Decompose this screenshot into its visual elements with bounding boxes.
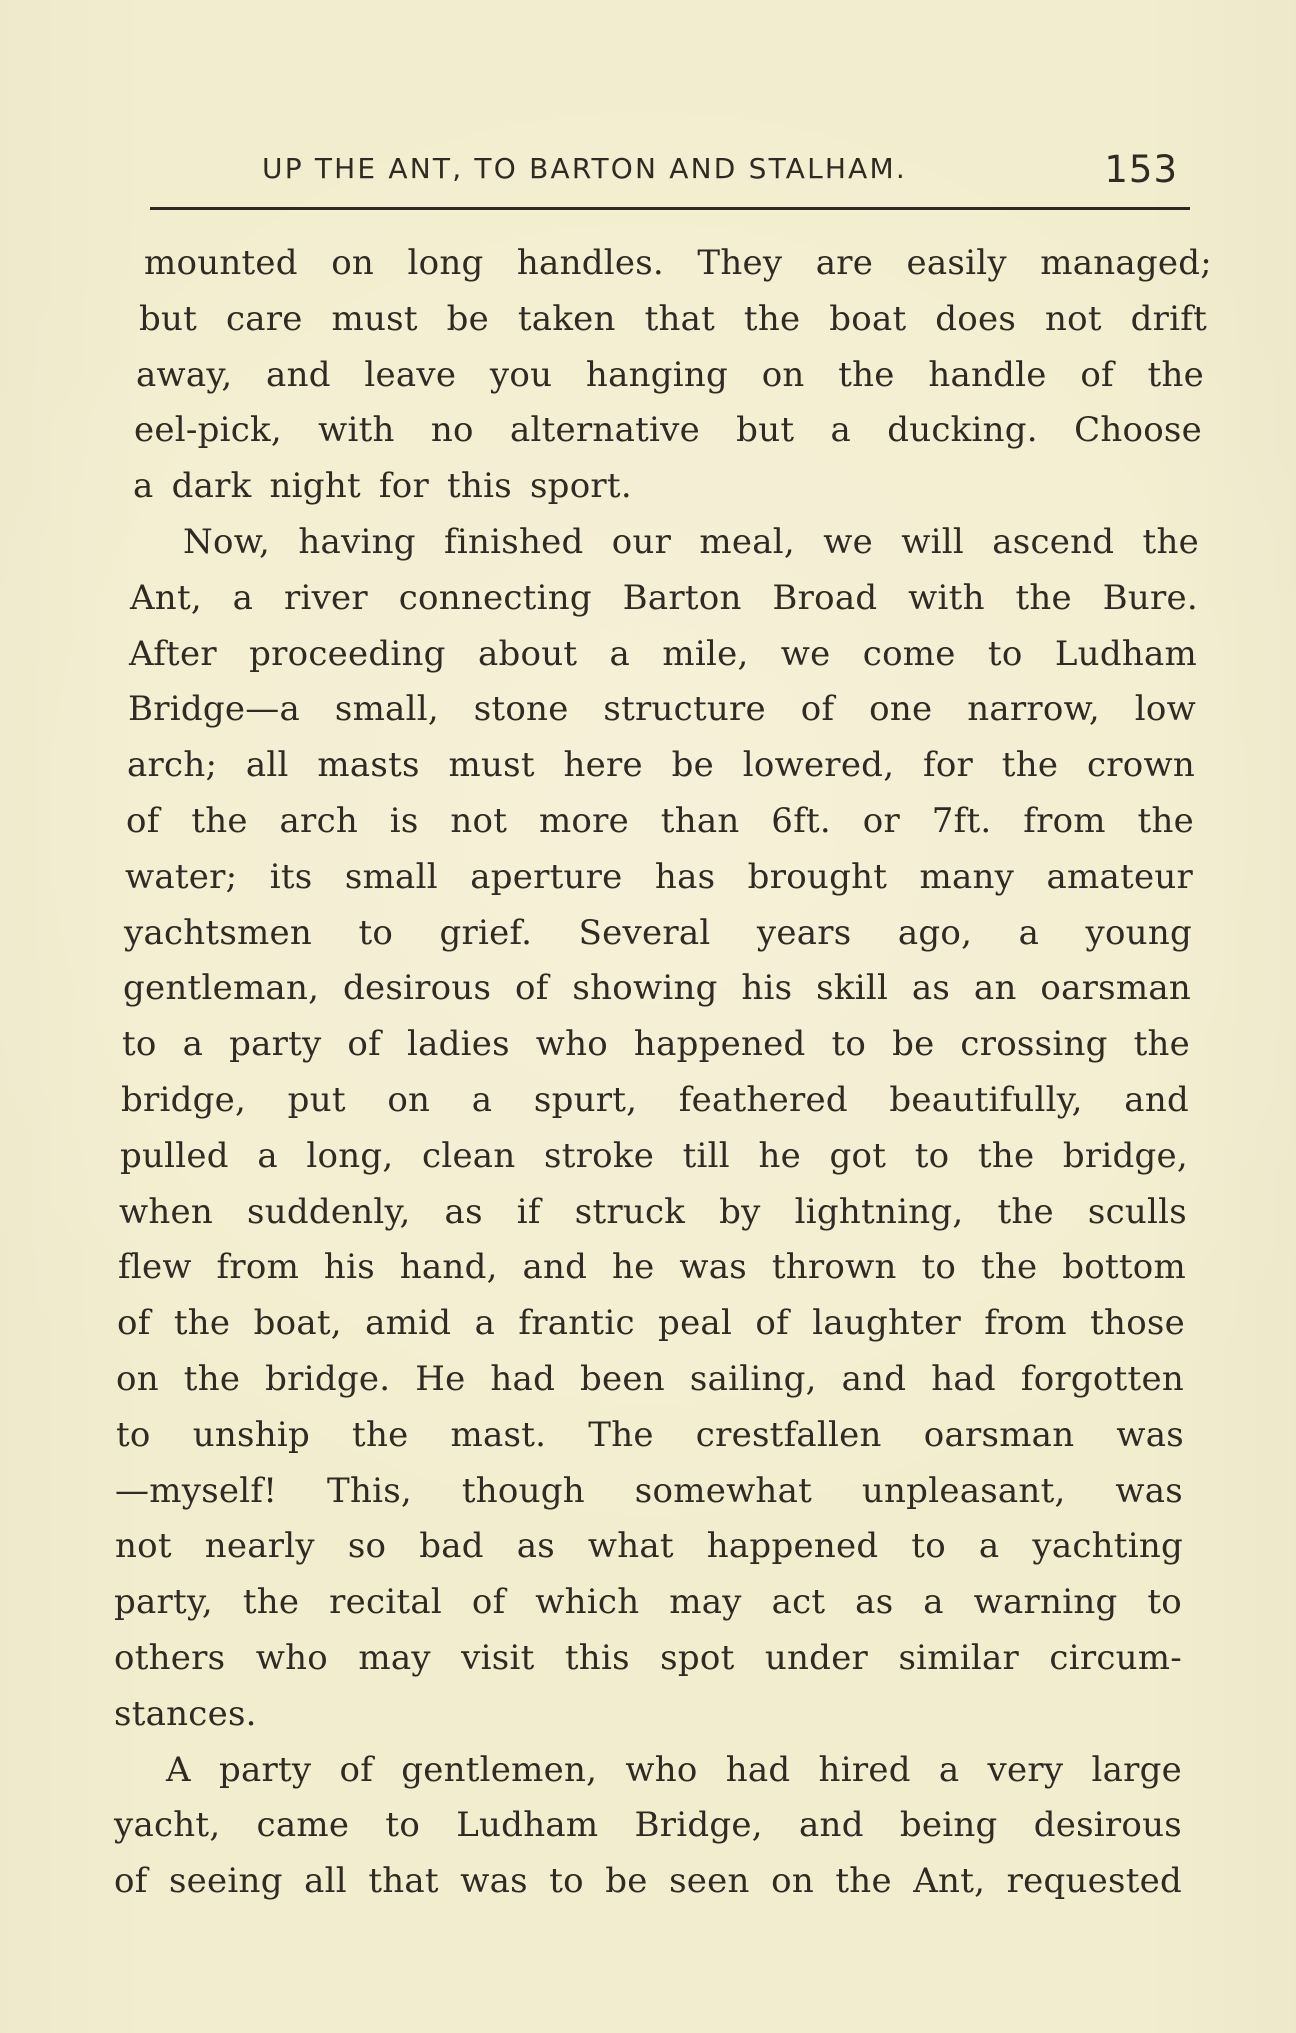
text-line: but care must be taken that the boat does not drift: [139, 298, 1207, 339]
text-line: Bridge—a small, stone structure of one narrow, low: [128, 689, 1196, 730]
header-rule: [150, 207, 1190, 210]
text-line: pulled a long, clean stroke till he got to the bridge,: [120, 1135, 1188, 1176]
text-line: not nearly so bad as what happened to a yachting: [115, 1526, 1183, 1567]
body-text: [114, 236, 1212, 1910]
text-line: of seeing all that was to be seen on the Ant, requested: [114, 1861, 1182, 1902]
text-line: bridge, put on a spurt, feathered beautifully, and: [121, 1079, 1189, 1120]
text-line: of the boat, amid a frantic peal of laughter from those: [117, 1303, 1185, 1344]
text-line: water; its small aperture has brought many amateur: [125, 856, 1193, 897]
running-head: UP THE ANT, TO BARTON AND STALHAM.: [262, 152, 907, 185]
page-header: [262, 148, 1178, 198]
text-line: yachtsmen to grief. Several years ago, a young: [124, 912, 1192, 953]
text-line: on the bridge. He had been sailing, and had forgotten: [116, 1358, 1184, 1399]
text-line: a dark night for this sport.: [133, 466, 632, 507]
text-line: when suddenly, as if struck by lightning, the sculls: [119, 1191, 1187, 1232]
text-line: gentleman, desirous of showing his skill as an oarsman: [123, 968, 1191, 1009]
text-line: stances.: [114, 1693, 257, 1734]
text-line: After proceeding about a mile, we come to Ludham: [129, 633, 1197, 674]
text-line: A party of gentlemen, who had hired a very large: [166, 1749, 1182, 1790]
text-line: flew from his hand, and he was thrown to the bottom: [118, 1247, 1186, 1288]
text-line: to a party of ladies who happened to be crossing the: [122, 1024, 1190, 1065]
text-line: to unship the mast. The crestfallen oarsman was: [116, 1414, 1184, 1455]
text-line: eel-pick, with no alternative but a ducking. Choose: [134, 410, 1202, 451]
text-line: away, and leave you hanging on the handle of the: [136, 354, 1204, 395]
text-line: party, the recital of which may act as a warning to: [114, 1582, 1182, 1623]
page-number: 153: [1104, 148, 1178, 191]
text-line: arch; all masts must here be lowered, for the crown: [127, 745, 1195, 786]
text-line: —myself! This, though somewhat unpleasant, was: [115, 1470, 1183, 1511]
text-line: of the arch is not more than 6ft. or 7ft. from the: [126, 800, 1194, 841]
text-line: Now, having finished our meal, we will ascend the: [183, 521, 1199, 562]
text-line: others who may visit this spot under similar circum-: [114, 1637, 1182, 1678]
text-line: yacht, came to Ludham Bridge, and being desirous: [114, 1805, 1182, 1846]
text-line: mounted on long handles. They are easily managed;: [144, 243, 1212, 283]
text-line: Ant, a river connecting Barton Broad with the Bure.: [130, 577, 1198, 618]
